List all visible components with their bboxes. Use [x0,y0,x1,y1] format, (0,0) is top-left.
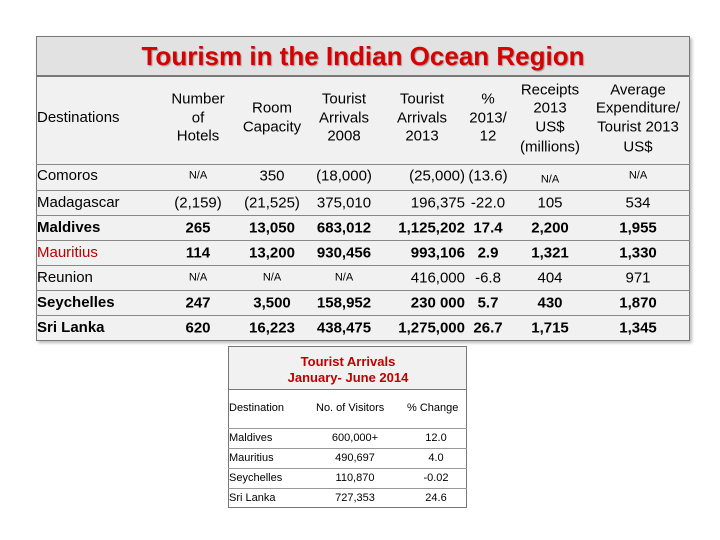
cell-avg-expenditure: 971 [625,269,651,287]
header-destinations: Destinations [37,109,120,126]
row-divider [36,315,690,316]
cell-arrivals-2008: 158,952 [316,294,372,312]
cell-arrivals-2008: 438,475 [316,319,372,337]
header-line: US$ [623,138,653,156]
cell-percent: 5.7 [477,294,499,312]
sub-cell-visitors: 600,000+ [331,432,379,444]
header-line: 2013 [533,99,567,117]
header-line: US$ [535,118,565,136]
sub-row-divider [228,468,467,469]
cell-room: 3,500 [253,294,291,312]
cell-avg-expenditure: 1,955 [619,219,657,237]
row-label: Sri Lanka [37,319,105,336]
cell-arrivals-2008: 683,012 [316,219,372,237]
header-line: Arrivals [396,109,448,127]
cell-arrivals-2008: 375,010 [316,194,372,212]
header-line: 12 [479,127,497,145]
cell-arrivals-2013: 196,375 [410,194,465,212]
cell-avg-expenditure: N/A [628,169,648,182]
cell-receipts: 2,200 [531,219,569,237]
sub-row-label: Seychelles [229,472,283,484]
cell-receipts: 1,715 [531,319,569,337]
header-line: Receipts [520,81,580,99]
header-line: 2013 [405,127,439,145]
row-label: Maldives [37,219,101,236]
cell-receipts: 105 [537,194,563,212]
header-line: (millions) [520,138,580,156]
row-divider [36,240,690,241]
sub-header-divider [228,428,467,429]
title-banner [36,36,690,76]
sub-cell-change: 24.6 [425,492,447,504]
cell-arrivals-2013: 230 000 [410,294,465,312]
cell-arrivals-2013: (25,000) [409,167,465,185]
cell-percent: 26.7 [473,319,503,337]
row-divider [36,265,690,266]
header-line: % [481,90,495,108]
sub-row-divider [228,488,467,489]
cell-room: 16,223 [249,319,295,337]
cell-arrivals-2013: 1,275,000 [398,319,465,337]
row-label: Madagascar [37,194,120,211]
arrivals-2014-subtitle: January- June 2014 [287,370,409,385]
cell-hotels: N/A [188,271,208,284]
arrivals-2014-title: Tourist Arrivals [300,354,396,369]
cell-receipts: 430 [537,294,563,312]
cell-room: N/A [262,271,282,284]
cell-room: 13,200 [249,244,295,262]
sub-row-divider [228,448,467,449]
cell-receipts: 1,321 [531,244,569,262]
sub-header-change: % Change [407,402,459,414]
cell-percent: -22.0 [470,194,506,212]
sub-cell-change: 12.0 [425,432,447,444]
cell-arrivals-2013: 1,125,202 [398,219,465,237]
cell-avg-expenditure: 534 [625,194,651,212]
sub-row-label: Sri Lanka [229,492,276,504]
cell-percent: 17.4 [473,219,503,237]
sub-cell-change: 4.0 [428,452,444,464]
cell-percent: -6.8 [475,269,501,287]
cell-hotels: 265 [185,219,211,237]
cell-avg-expenditure: 1,330 [619,244,657,262]
header-line: Tourist [321,90,367,108]
cell-hotels: 620 [185,319,211,337]
header-line: Tourist 2013 [597,118,679,136]
sub-cell-visitors: 490,697 [335,452,375,464]
cell-hotels: 247 [185,294,211,312]
cell-percent: (13.6) [468,167,508,185]
row-label: Reunion [37,269,93,286]
cell-arrivals-2013: 416,000 [410,269,465,287]
header-line: 2008 [327,127,361,145]
header-line: Average [610,81,666,99]
sub-cell-visitors: 110,870 [335,472,375,484]
sub-row-label: Maldives [229,432,273,444]
sub-cell-change: -0.02 [423,472,449,484]
cell-arrivals-2008: N/A [334,271,354,284]
header-line: of [191,109,205,127]
sub-header-destination: Destination [229,402,285,414]
cell-avg-expenditure: 1,870 [619,294,657,312]
header-line: Room [251,99,293,117]
header-line: Arrivals [318,109,370,127]
cell-arrivals-2008: 930,456 [316,244,372,262]
header-line: Number [171,90,225,108]
header-divider [36,164,690,165]
cell-hotels: (2,159) [174,194,222,212]
cell-avg-expenditure: 1,345 [619,319,657,337]
cell-arrivals-2013: 993,106 [410,244,465,262]
cell-room: 13,050 [249,219,295,237]
cell-hotels: 114 [185,244,211,262]
sub-row-label: Mauritius [229,452,274,464]
cell-room: (21,525) [244,194,300,212]
cell-receipts: 404 [537,269,563,287]
header-line: Capacity [242,118,302,136]
header-line: Tourist [399,90,445,108]
cell-arrivals-2008: (18,000) [316,167,372,185]
row-label: Mauritius [37,244,98,261]
cell-receipts: N/A [540,173,560,186]
cell-room: 350 [259,167,285,185]
cell-percent: 2.9 [477,244,499,262]
page-title: Tourism in the Indian Ocean Region [141,40,585,71]
row-label: Seychelles [37,294,115,311]
header-line: Hotels [176,127,220,145]
sub-header-visitors: No. of Visitors [316,402,385,414]
sub-cell-visitors: 727,353 [335,492,375,504]
row-label: Comoros [37,167,98,184]
header-line: Expenditure/ [595,99,681,117]
header-line: 2013/ [469,109,507,127]
row-divider [36,215,690,216]
row-divider [36,190,690,191]
row-divider [36,290,690,291]
cell-hotels: N/A [188,169,208,182]
